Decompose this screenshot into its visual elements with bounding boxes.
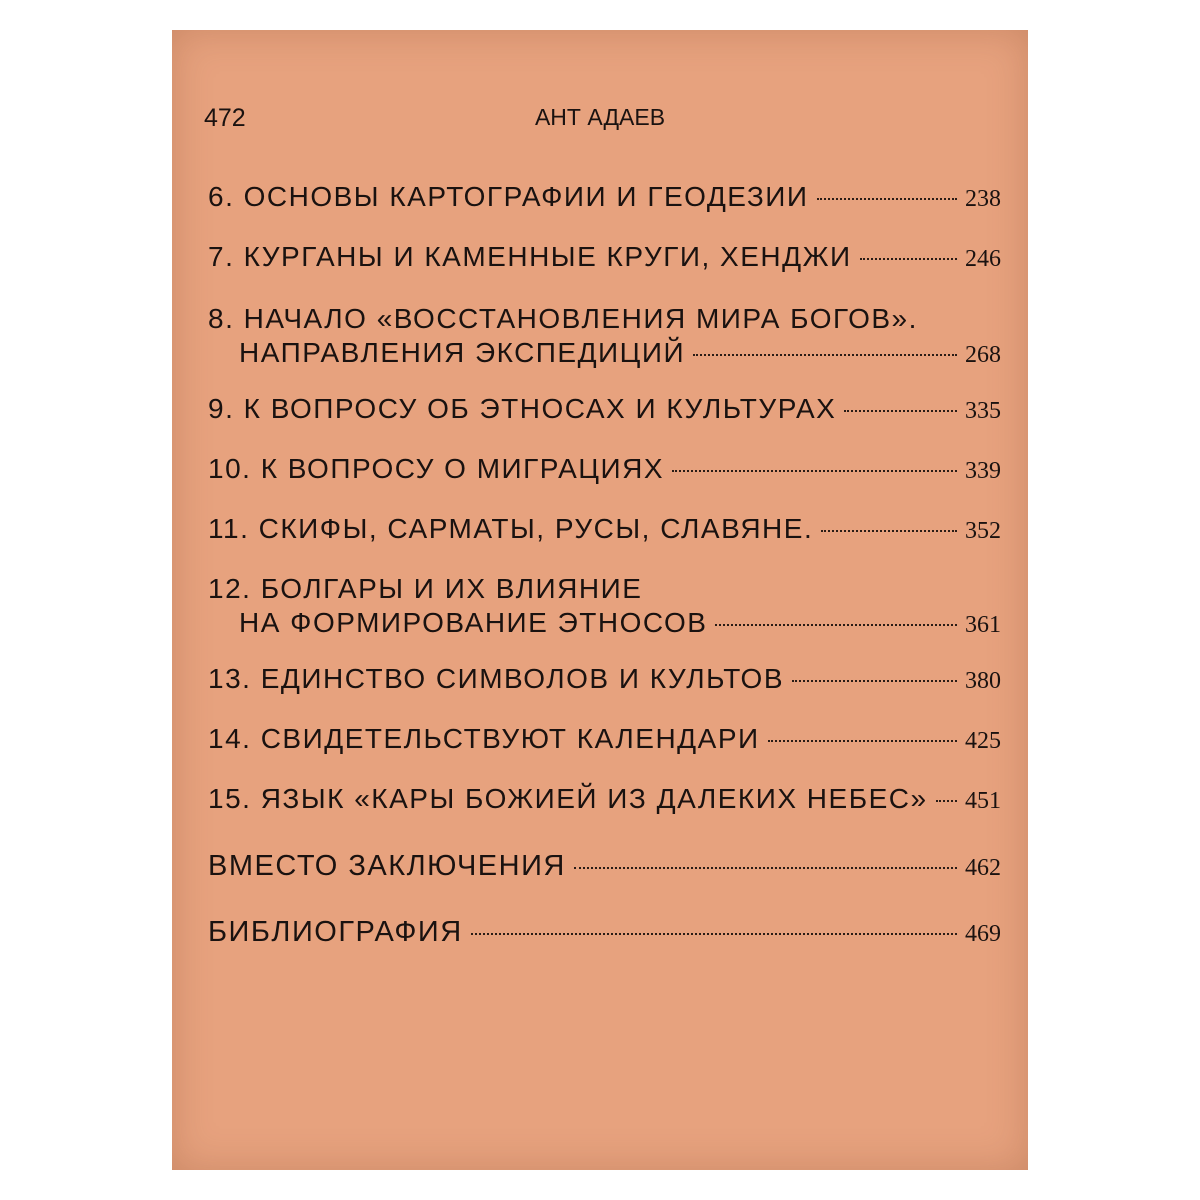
toc-entry (208, 513, 1001, 545)
toc-entry-title: 12. БОЛГАРЫ И ИХ ВЛИЯНИЕ (208, 573, 643, 604)
toc-entry-page: 451 (965, 788, 1001, 814)
toc-entry-title: 9. К ВОПРОСУ ОБ ЭТНОСАХ И КУЛЬТУРАХ (208, 393, 837, 424)
toc-entry (208, 181, 1001, 213)
toc-entry (208, 723, 1001, 755)
toc-entry (208, 663, 1001, 695)
toc-entry-title-continuation: НАПРАВЛЕНИЯ ЭКСПЕДИЦИЙ (239, 337, 686, 368)
toc-entry (208, 850, 1001, 883)
toc-entry (208, 573, 1001, 639)
toc-entry-title: ВМЕСТО ЗАКЛЮЧЕНИЯ (208, 850, 566, 882)
toc-entry (208, 783, 1001, 815)
toc-entry-title: 11. СКИФЫ, САРМАТЫ, РУСЫ, СЛАВЯНЕ. (208, 513, 814, 544)
toc-entry-title: 6. ОСНОВЫ КАРТОГРАФИИ И ГЕОДЕЗИИ (208, 181, 809, 212)
dot-leader (936, 800, 957, 802)
toc-entry-page: 238 (965, 186, 1001, 212)
dot-leader (768, 740, 957, 742)
dot-leader (844, 410, 957, 412)
dot-leader (817, 198, 957, 200)
dot-leader (860, 258, 957, 260)
toc-entry-page: 335 (965, 398, 1001, 424)
dot-leader (821, 530, 957, 532)
toc-entry-title: 13. ЕДИНСТВО СИМВОЛОВ И КУЛЬТОВ (208, 663, 785, 694)
running-head: АНТ АДАЕВ (534, 104, 666, 130)
dot-leader (471, 933, 957, 935)
toc-entry-page: 352 (965, 518, 1001, 544)
toc-entry-page: 339 (965, 458, 1001, 484)
toc-entry (208, 916, 1001, 949)
toc-entry-page: 380 (965, 668, 1001, 694)
toc-entry (208, 241, 1001, 273)
page-number: 472 (204, 104, 246, 132)
toc-entry (208, 453, 1001, 485)
toc-entry-title: 10. К ВОПРОСУ О МИГРАЦИЯХ (208, 453, 665, 484)
toc-entry-page: 246 (965, 246, 1001, 272)
toc-entry-title: 7. КУРГАНЫ И КАМЕННЫЕ КРУГИ, ХЕНДЖИ (208, 241, 852, 272)
dot-leader (672, 470, 957, 472)
toc-entry (208, 393, 1001, 425)
toc-entry-page: 462 (965, 855, 1001, 881)
toc-entry-page: 361 (965, 612, 1001, 638)
dot-leader (715, 624, 957, 626)
toc-entry-page: 268 (965, 342, 1001, 368)
table-of-contents (172, 30, 1028, 1170)
toc-entry (208, 303, 1001, 369)
toc-entry-page: 425 (965, 728, 1001, 754)
book-page (172, 30, 1028, 1170)
toc-entry-title: 15. ЯЗЫК «КАРЫ БОЖИЕЙ ИЗ ДАЛЕКИХ НЕБЕС» (208, 783, 928, 814)
dot-leader (792, 680, 957, 682)
toc-entry-title: БИБЛИОГРАФИЯ (208, 916, 463, 948)
toc-entry-title-continuation: НА ФОРМИРОВАНИЕ ЭТНОСОВ (239, 607, 708, 638)
dot-leader (693, 354, 957, 356)
toc-entry-title: 8. НАЧАЛО «ВОССТАНОВЛЕНИЯ МИРА БОГОВ». (208, 303, 918, 334)
toc-entry-title: 14. СВИДЕТЕЛЬСТВУЮТ КАЛЕНДАРИ (208, 723, 760, 754)
toc-entry-page: 469 (965, 921, 1001, 947)
dot-leader (574, 867, 957, 869)
